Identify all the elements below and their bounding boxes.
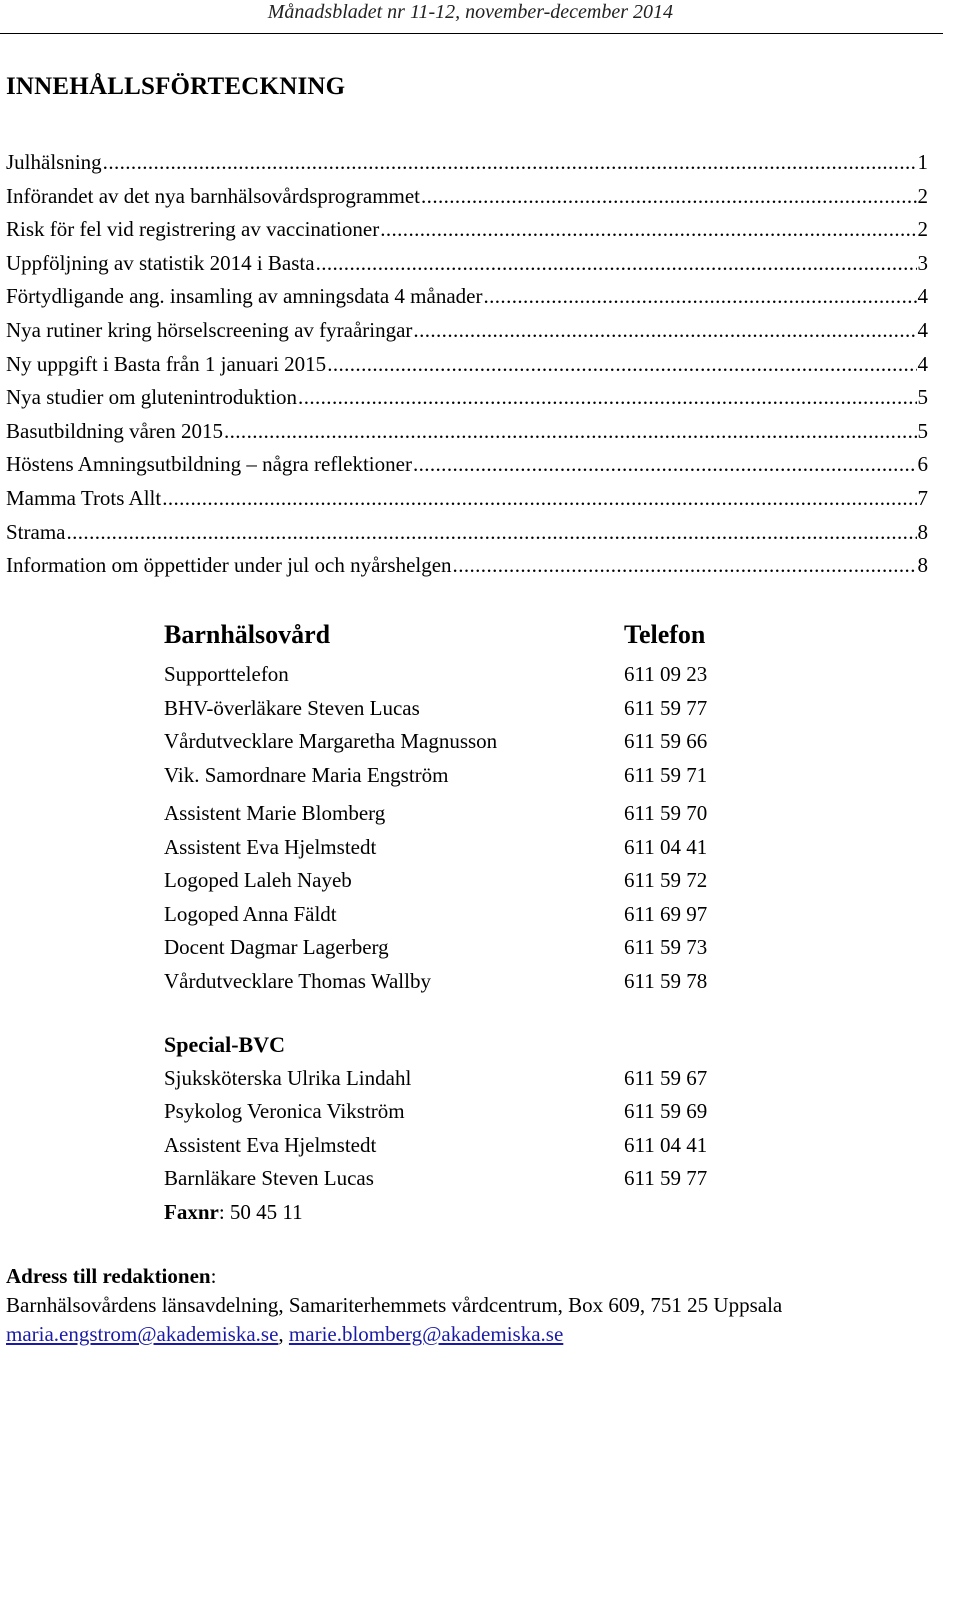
contact-name: Barnläkare Steven Lucas (164, 1166, 374, 1190)
special-bvc-heading: Special-BVC (164, 1032, 285, 1057)
contact-phone: 611 59 69 (624, 1099, 708, 1123)
toc-leader-dots (413, 318, 916, 343)
fax-row (164, 1200, 764, 1234)
toc-leader-dots (224, 419, 917, 444)
toc-item-page: 7 (917, 485, 928, 510)
toc-item[interactable] (6, 385, 928, 419)
email-separator: , (278, 1322, 289, 1346)
contact-row (164, 868, 764, 902)
toc-item-title: Risk för fel vid registrering av vaccinationer (6, 217, 380, 242)
toc-item-title: Nya rutiner kring hörselscreening av fyraåringar (6, 317, 413, 342)
toc-item[interactable] (6, 217, 928, 251)
toc-title: INNEHÅLLSFÖRTECKNING (6, 73, 346, 100)
contact-name: Assistent Eva Hjelmstedt (164, 1132, 377, 1157)
contact-heading-row (164, 620, 764, 662)
header-text: Månadsbladet nr 11-12, november-december 2014 (267, 1, 673, 23)
contact-phone: 611 59 78 (624, 968, 708, 993)
special-bvc-heading-row (164, 1032, 764, 1066)
contact-row (164, 801, 764, 835)
toc-item[interactable] (6, 452, 928, 486)
contact-name: Docent Dagmar Lagerberg (164, 935, 389, 959)
toc-item[interactable] (6, 184, 928, 218)
toc-item-page: 5 (917, 385, 928, 410)
toc-item-page: 5 (917, 418, 928, 443)
toc-item[interactable] (6, 251, 928, 285)
toc-item[interactable] (6, 553, 928, 587)
toc-item-page: 2 (917, 217, 928, 242)
contact-row (164, 1166, 764, 1200)
contact-phone: 611 59 77 (624, 695, 708, 720)
address-line: Barnhälsovårdens länsavdelning, Samariterhemmets vårdcentrum, Box 609, 751 25 Uppsala (6, 1293, 783, 1317)
toc-leader-dots (103, 150, 917, 175)
contact-phone: 611 04 41 (624, 1132, 708, 1157)
contact-name: Assistent Eva Hjelmstedt (164, 834, 377, 859)
email-link-1[interactable]: maria.engstrom@akademiska.se (6, 1322, 279, 1346)
contact-phone: 611 59 72 (624, 868, 708, 892)
toc-item[interactable] (6, 352, 928, 386)
toc-item-title: Information om öppettider under jul och nyårshelgen (6, 553, 452, 578)
toc-item-title: Uppföljning av statistik 2014 i Basta (6, 250, 315, 275)
contact-row (164, 1066, 764, 1100)
contact-name: Vårdutvecklare Margaretha Magnusson (164, 729, 498, 753)
toc-item-page: 3 (917, 250, 928, 275)
toc-item-title: Ny uppgift i Basta från 1 januari 2015 (6, 351, 327, 376)
contact-name: Supporttelefon (164, 662, 289, 686)
address-label: Adress till redaktionen (6, 1264, 211, 1288)
contact-name: Logoped Laleh Nayeb (164, 868, 352, 892)
contact-group-1 (164, 662, 764, 796)
toc-item-title: Höstens Amningsutbildning – några reflektioner (6, 452, 412, 477)
contact-row (164, 935, 764, 969)
table-of-contents (6, 150, 928, 587)
toc-item[interactable] (6, 419, 928, 453)
toc-leader-dots (453, 553, 917, 578)
address-label-suffix: : (210, 1264, 217, 1288)
contact-phone: 611 59 77 (624, 1166, 708, 1190)
contact-row (164, 696, 764, 730)
toc-item-page: 6 (917, 452, 928, 477)
toc-item-page: 8 (917, 519, 928, 544)
toc-item-title: Strama (6, 519, 66, 544)
editorial-address (6, 1262, 946, 1349)
contact-name: Psykolog Veronica Vikström (164, 1099, 405, 1123)
contact-row (164, 902, 764, 936)
contact-group-2 (164, 801, 764, 1002)
toc-leader-dots (413, 452, 917, 477)
toc-item[interactable] (6, 486, 928, 520)
contact-name: Sjuksköterska Ulrika Lindahl (164, 1065, 412, 1090)
toc-item-title: Julhälsning (6, 150, 102, 174)
toc-leader-dots (380, 217, 916, 242)
toc-item-title: Mamma Trots Allt (6, 485, 162, 510)
toc-item-page: 4 (917, 317, 928, 342)
toc-leader-dots (483, 284, 916, 309)
contact-row (164, 1133, 764, 1167)
toc-item-page: 1 (917, 150, 928, 174)
contact-name: BHV-överläkare Steven Lucas (164, 695, 420, 720)
toc-item[interactable] (6, 150, 928, 184)
toc-item-page: 2 (917, 183, 928, 208)
contact-name: Logoped Anna Fäldt (164, 901, 337, 926)
contact-row (164, 662, 764, 696)
contact-name: Assistent Marie Blomberg (164, 801, 386, 825)
toc-item[interactable] (6, 318, 928, 352)
contact-heading-right: Telefon (624, 620, 706, 649)
contact-phone: 611 59 70 (624, 801, 708, 825)
contact-phone: 611 69 97 (624, 901, 708, 926)
contact-name: Vik. Samordnare Maria Engström (164, 762, 449, 787)
contact-row (164, 969, 764, 1003)
email-link-2[interactable]: marie.blomberg@akademiska.se (288, 1322, 564, 1346)
toc-item[interactable] (6, 284, 928, 318)
fax-number: : 50 45 11 (218, 1199, 303, 1224)
fax-label: Faxnr (164, 1199, 219, 1224)
toc-leader-dots (327, 352, 916, 377)
contact-phone: 611 59 73 (624, 935, 708, 959)
contact-group-special (164, 1066, 764, 1200)
contact-name: Vårdutvecklare Thomas Wallby (164, 968, 431, 993)
toc-item[interactable] (6, 520, 928, 554)
toc-leader-dots (162, 486, 916, 511)
toc-leader-dots (421, 184, 916, 209)
contact-row (164, 763, 764, 797)
toc-leader-dots (316, 251, 917, 276)
contact-row (164, 1099, 764, 1133)
toc-item-title: Förtydligande ang. insamling av amningsdata 4 månader (6, 284, 483, 309)
contact-phone: 611 09 23 (624, 662, 708, 686)
contact-phone: 611 04 41 (624, 834, 708, 859)
contact-phone: 611 59 71 (624, 762, 708, 787)
toc-item-title: Basutbildning våren 2015 (6, 418, 223, 443)
toc-item-title: Nya studier om glutenintroduktion (6, 385, 298, 410)
contact-heading-left: Barnhälsovård (164, 620, 331, 649)
contact-list (164, 620, 764, 1233)
toc-leader-dots (298, 385, 916, 410)
toc-item-page: 4 (917, 284, 928, 309)
contact-row (164, 729, 764, 763)
contact-row (164, 835, 764, 869)
page-header (0, 0, 943, 34)
contact-phone: 611 59 66 (624, 729, 708, 753)
contact-phone: 611 59 67 (624, 1065, 708, 1090)
toc-item-title: Införandet av det nya barnhälsovårdsprogrammet (6, 183, 421, 208)
toc-item-page: 4 (917, 351, 928, 376)
toc-leader-dots (66, 520, 916, 545)
toc-item-page: 8 (917, 553, 928, 578)
